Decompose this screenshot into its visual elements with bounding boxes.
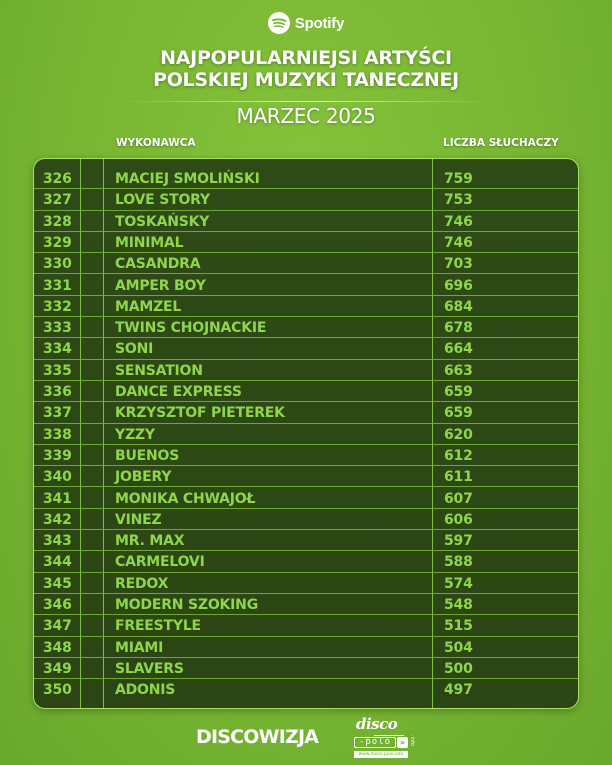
dp-logo-script: disco <box>356 715 398 733</box>
artist-cell: SENSATION <box>115 362 203 379</box>
table-row <box>34 573 578 594</box>
rank-cell: 336 <box>43 384 72 400</box>
listeners-cell: 548 <box>444 597 473 613</box>
listeners-cell: 500 <box>444 660 473 677</box>
artist-cell: SONI <box>115 341 154 358</box>
artist-cell: MACIEJ SMOLIŃSKI <box>115 171 260 187</box>
footer <box>0 712 612 765</box>
rank-cell: 326 <box>43 171 72 187</box>
listeners-cell: 597 <box>444 533 473 550</box>
rank-cell: 337 <box>43 405 72 422</box>
table-row <box>34 509 578 530</box>
rank-cell: 343 <box>43 533 72 550</box>
title-divider <box>120 101 492 102</box>
rank-cell: 348 <box>43 639 72 656</box>
table-row <box>34 360 578 381</box>
listeners-cell: 607 <box>444 490 473 507</box>
rank-cell: 341 <box>43 490 72 507</box>
artist-cell: MR. MAX <box>115 533 185 550</box>
artist-cell: DANCE EXPRESS <box>115 384 242 400</box>
rank-cell: 334 <box>43 341 72 358</box>
brand <box>0 12 612 34</box>
page-title-line1: NAJPOPULARNIEJSI ARTYŚCI <box>160 47 452 69</box>
table-row <box>34 551 578 572</box>
artist-cell: ADONIS <box>115 682 176 699</box>
rank-cell: 331 <box>43 277 72 294</box>
brand-name: Spotify <box>294 14 345 32</box>
artist-cell: REDOX <box>115 575 169 592</box>
table-row <box>34 488 578 509</box>
page-title-line2: POLSKIEJ MUZYKI TANECZNEJ <box>153 69 459 91</box>
listeners-cell: 703 <box>444 256 473 273</box>
table-row <box>34 338 578 359</box>
dp-logo-tld: .info <box>409 735 415 746</box>
listeners-cell: 753 <box>444 192 473 209</box>
rank-cell: 344 <box>43 554 72 571</box>
table-row <box>34 296 578 317</box>
table-row <box>34 658 578 679</box>
listeners-cell: 611 <box>444 469 473 486</box>
rank-cell: 335 <box>43 362 72 379</box>
listeners-cell: 678 <box>444 320 473 337</box>
artist-cell: CARMELOVI <box>115 554 205 571</box>
artist-cell: CASANDRA <box>115 256 201 273</box>
listeners-cell: 696 <box>444 277 473 294</box>
rank-cell: 340 <box>43 469 72 486</box>
listeners-cell: 746 <box>444 234 473 251</box>
rank-cell: 329 <box>43 234 72 251</box>
column-header-listeners: LICZBA SŁUCHACZY <box>443 137 559 149</box>
table-row <box>34 211 578 232</box>
listeners-cell: 620 <box>444 426 473 443</box>
rank-cell: 349 <box>43 660 72 677</box>
artist-cell: BUENOS <box>115 447 180 464</box>
listeners-cell: 663 <box>444 362 473 379</box>
table-row <box>34 232 578 253</box>
listeners-cell: 659 <box>444 405 473 422</box>
table-row <box>34 466 578 487</box>
table-row <box>34 317 578 338</box>
table-row <box>34 530 578 551</box>
artist-cell: MINIMAL <box>115 234 184 251</box>
rank-cell: 347 <box>43 618 72 635</box>
artist-cell: LOVE STORY <box>115 192 210 209</box>
artist-cell: VINEZ <box>115 511 162 528</box>
listeners-cell: 588 <box>444 554 473 571</box>
artist-cell: KRZYSZTOF PIETEREK <box>115 405 285 422</box>
rank-cell: 330 <box>43 256 72 273</box>
rank-cell: 333 <box>43 320 72 337</box>
table-row <box>34 275 578 296</box>
rank-cell: 328 <box>43 213 72 230</box>
artist-cell: YZZY <box>115 426 155 443</box>
rank-cell: 345 <box>43 575 72 592</box>
table-row <box>34 615 578 636</box>
artist-cell: TOSKAŃSKY <box>115 213 210 230</box>
artist-cell: TWINS CHOJNACKIE <box>115 320 267 337</box>
rank-cell: 342 <box>43 511 72 528</box>
table-row <box>34 424 578 445</box>
disco-polo-info-logo <box>352 715 415 761</box>
listeners-cell: 497 <box>444 682 473 699</box>
table-row <box>34 594 578 615</box>
discowizja-logo: DISCOWIZJA <box>196 726 319 748</box>
table-row <box>34 402 578 423</box>
listeners-cell: 684 <box>444 298 473 315</box>
rank-cell: 332 <box>43 298 72 315</box>
artist-cell: JOBERY <box>115 469 172 486</box>
rank-cell: 338 <box>43 426 72 443</box>
header <box>0 0 612 130</box>
listeners-cell: 574 <box>444 575 473 592</box>
listeners-cell: 606 <box>444 511 473 528</box>
rank-cell: 350 <box>43 682 72 699</box>
dp-logo-underline <box>374 735 404 736</box>
artist-cell: FREESTYLE <box>115 618 201 635</box>
fast-forward-icon: » <box>397 737 408 748</box>
listeners-cell: 746 <box>444 213 473 230</box>
rank-cell: 339 <box>43 447 72 464</box>
table-row <box>34 253 578 274</box>
artist-cell: MIAMI <box>115 639 164 656</box>
artist-cell: SLAVERS <box>115 660 184 677</box>
listeners-cell: 515 <box>444 618 473 635</box>
listeners-cell: 759 <box>444 171 473 187</box>
listeners-cell: 612 <box>444 447 473 464</box>
artist-cell: MODERN SZOKING <box>115 597 258 613</box>
artist-cell: AMPER BOY <box>115 277 206 294</box>
table-row <box>34 168 578 189</box>
artist-cell: MONIKA CHWAJOŁ <box>115 490 256 507</box>
table-row <box>34 445 578 466</box>
dp-logo-url: www.disco-polo.info <box>354 751 408 758</box>
table-row <box>34 637 578 658</box>
table-row <box>34 679 578 700</box>
table-row <box>34 189 578 210</box>
dp-logo-box: -polo <box>354 737 396 748</box>
listeners-cell: 664 <box>444 341 473 358</box>
artist-cell: MAMZEL <box>115 298 182 315</box>
table-row <box>34 381 578 402</box>
listeners-cell: 659 <box>444 384 473 400</box>
ranking-table <box>33 158 579 709</box>
spotify-logo-icon <box>268 12 290 34</box>
listeners-cell: 504 <box>444 639 473 656</box>
period-subtitle: MARZEC 2025 <box>236 104 376 128</box>
rank-cell: 346 <box>43 597 72 613</box>
column-header-artist: WYKONAWCA <box>116 137 196 149</box>
rank-cell: 327 <box>43 192 72 209</box>
